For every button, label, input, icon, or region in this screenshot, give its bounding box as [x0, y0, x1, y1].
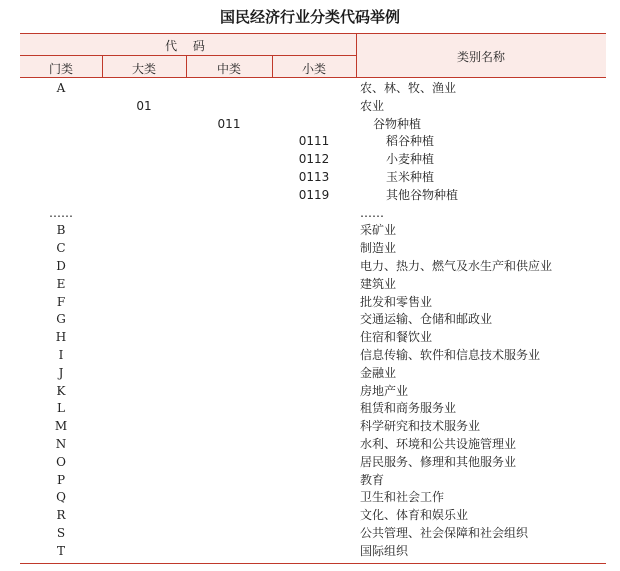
cell-name: 公共管理、社会保障和社会组织 — [360, 526, 529, 540]
cell-name: 租赁和商务服务业 — [360, 401, 457, 416]
table-row — [0, 276, 620, 294]
cell-xiao: 0111 — [298, 134, 330, 149]
cell-name: 谷物种植 — [373, 116, 422, 131]
cell-name: 农业 — [360, 98, 385, 113]
table-row — [0, 383, 620, 401]
table-row — [0, 169, 620, 187]
cell-xiao: 0112 — [298, 152, 330, 167]
cell-name: 教育 — [360, 472, 385, 487]
cell-name: 房地产业 — [360, 383, 409, 398]
table-row — [0, 454, 620, 472]
table-row — [0, 98, 620, 116]
cell-men: C — [56, 241, 66, 256]
cell-xiao: 0113 — [298, 170, 330, 184]
cell-name: 小麦种植 — [386, 152, 435, 167]
table-row — [0, 151, 620, 169]
cell-name: 交通运输、仓储和邮政业 — [360, 312, 493, 327]
table-row — [0, 347, 620, 365]
cell-men: S — [56, 526, 66, 540]
table-title: 国民经济行业分类代码举例 — [219, 8, 400, 26]
cell-men: E — [56, 276, 66, 291]
table-row — [0, 365, 620, 383]
cell-name: 居民服务、修理和其他服务业 — [360, 454, 517, 469]
table-row — [0, 240, 620, 258]
cell-men: O — [56, 454, 66, 469]
table-row — [0, 543, 620, 561]
cell-men: …… — [49, 205, 73, 220]
header-code-group: 代 码 — [165, 39, 211, 53]
table-row — [0, 294, 620, 312]
cell-men: J — [58, 365, 64, 380]
cell-name: 卫生和社会工作 — [360, 490, 445, 505]
table-row — [0, 80, 620, 98]
cell-name: 电力、热力、燃气及水生产和供应业 — [360, 259, 553, 273]
table-row — [0, 525, 620, 543]
cell-men: N — [55, 437, 67, 451]
cell-men: L — [57, 401, 65, 416]
table-row — [0, 489, 620, 507]
cell-men: H — [55, 330, 67, 345]
cell-name: 稻谷种植 — [386, 134, 435, 149]
cell-name: 文化、体育和娱乐业 — [360, 508, 469, 523]
cell-name: 制造业 — [360, 241, 397, 256]
cell-men: B — [56, 223, 66, 238]
cell-name: 其他谷物种植 — [386, 187, 459, 202]
cell-name: 科学研究和技术服务业 — [360, 419, 481, 434]
header-men: 门类 — [48, 62, 73, 76]
cell-men: D — [56, 259, 66, 273]
cell-da: 01 — [136, 98, 152, 113]
cell-name: …… — [360, 205, 384, 220]
cell-men: P — [56, 472, 66, 487]
cell-name: 国际组织 — [360, 543, 409, 558]
bottom-rule — [20, 563, 606, 564]
cell-name: 住宿和餐饮业 — [360, 330, 433, 345]
header-name: 类别名称 — [456, 50, 505, 64]
top-rule — [20, 33, 606, 34]
cell-name: 建筑业 — [360, 276, 397, 291]
cell-men: G — [56, 312, 66, 327]
table-row — [0, 187, 620, 205]
cell-name: 批发和零售业 — [360, 294, 433, 309]
cell-men: K — [56, 383, 66, 398]
cell-men: R — [56, 508, 66, 523]
cell-men: F — [56, 294, 66, 309]
cell-name: 玉米种植 — [386, 170, 435, 184]
table-row — [0, 418, 620, 436]
cell-zhong: 011 — [217, 116, 241, 131]
cell-xiao: 0119 — [298, 187, 330, 202]
cell-name: 金融业 — [360, 365, 397, 380]
cell-men: M — [54, 419, 68, 434]
table-row — [0, 258, 620, 276]
cell-name: 农、林、牧、渔业 — [360, 81, 457, 95]
header-xiao: 小类 — [301, 62, 326, 76]
table-row — [0, 472, 620, 490]
header-bottom-rule — [20, 77, 606, 78]
cell-men: I — [58, 348, 64, 362]
header-zhong: 中类 — [216, 62, 241, 76]
table-row — [0, 205, 620, 223]
table-row — [0, 436, 620, 454]
cell-men: A — [56, 81, 66, 95]
table-row — [0, 116, 620, 134]
code-group-rule — [20, 55, 356, 56]
table-row — [0, 133, 620, 151]
header-da: 大类 — [131, 62, 156, 76]
cell-name: 水利、环境和公共设施管理业 — [360, 437, 517, 451]
table-row — [0, 329, 620, 347]
table-row — [0, 222, 620, 240]
cell-name: 采矿业 — [360, 223, 397, 238]
cell-men: T — [56, 543, 65, 558]
table-row — [0, 507, 620, 525]
cell-name: 信息传输、软件和信息技术服务业 — [360, 348, 541, 362]
table-row — [0, 311, 620, 329]
table-row — [0, 400, 620, 418]
cell-men: Q — [56, 490, 66, 505]
